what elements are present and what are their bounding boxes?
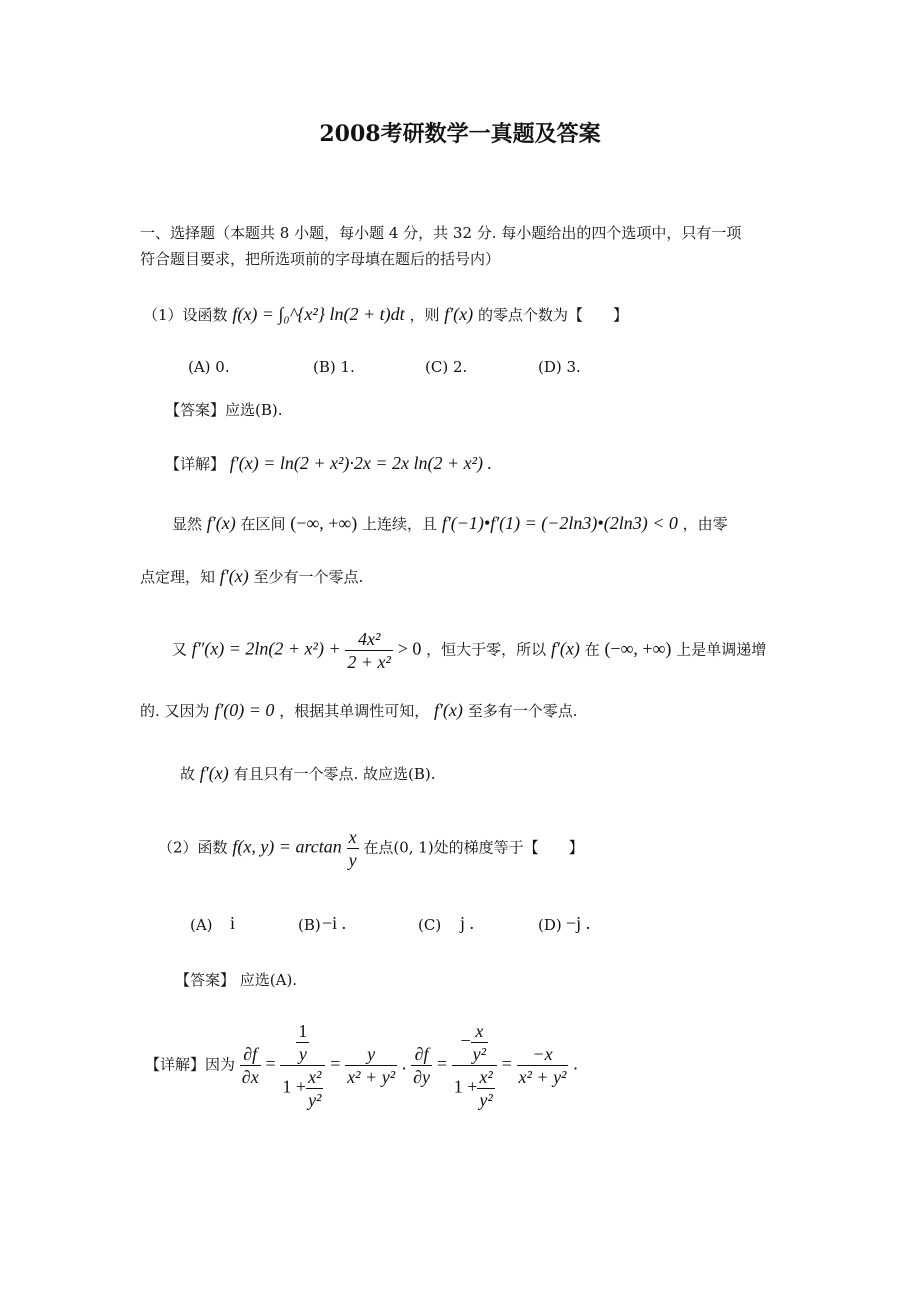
text: 在区间 [240, 515, 286, 533]
partial-x [240, 1043, 261, 1088]
page-title: 2008考研数学一真题及答案 [319, 121, 601, 147]
equals: = [501, 1053, 512, 1074]
formula: f″(x) = 2ln(2 + x²) + [191, 638, 341, 659]
q2-option-c-label: (C) [418, 916, 442, 934]
result-1 [345, 1043, 397, 1088]
q1-paragraph-2 [140, 566, 363, 587]
section-intro-line1: 一、选择题（本题共 8 小题，每小题 4 分，共 32 分. 每小题给出的四个选项中，只有一项 [140, 224, 742, 242]
numerator: x² [308, 1067, 322, 1087]
q2-option-a-label: (A) [190, 916, 213, 934]
q1-paragraph-3 [172, 628, 766, 673]
q1-paragraph-5 [180, 763, 436, 784]
text: 点定理，知 [140, 568, 216, 586]
equals: = [330, 1053, 341, 1074]
text: 在 [584, 640, 600, 659]
partial-y [411, 1043, 432, 1088]
numerator: 1 [298, 1021, 308, 1041]
denominator: x² + y² [518, 1067, 567, 1087]
q1-paragraph-4 [140, 700, 577, 721]
denominator: y [298, 1044, 307, 1064]
q1-detail [165, 453, 492, 474]
formula: f′(x) [206, 513, 236, 533]
q1-suffix: 的零点个数为【 】 [477, 306, 628, 324]
q1-formula2: f′(x) [444, 304, 474, 324]
denominator: y² [472, 1044, 487, 1064]
q2-answer: 【答案】 应选(A). [175, 971, 298, 989]
q2-formula: f(x, y) = arctan [232, 836, 342, 857]
period: . [573, 1053, 578, 1074]
q1-option-c: (C) 2. [425, 358, 468, 376]
numerator: ∂f [411, 1043, 432, 1066]
equals: = [436, 1053, 447, 1074]
q1-option-d: (D) 3. [538, 358, 581, 376]
fraction [345, 628, 393, 673]
text: 显然 [172, 515, 203, 533]
q1-detail-label: 【详解】 [165, 455, 226, 473]
q2-option-b-label: (B) [298, 916, 321, 934]
complex-fraction-1 [280, 1020, 325, 1111]
denominator: y² [308, 1090, 322, 1110]
numerator: ∂f [240, 1043, 261, 1066]
q2-detail [145, 1020, 578, 1111]
q1-answer: 【答案】应选(B). [165, 401, 283, 419]
denominator: x² + y² [347, 1067, 396, 1087]
text: 的. 又因为 [140, 702, 210, 720]
one-plus: 1 + [453, 1076, 478, 1097]
formula: f′(0) = 0 [214, 700, 275, 720]
formula: (−∞, +∞) [290, 513, 358, 533]
denominator: 2 + x² [347, 652, 391, 672]
denominator: ∂x [241, 1067, 259, 1087]
q2-option-c-value: j . [460, 913, 475, 933]
q1-prefix: （1）设函数 [143, 306, 228, 324]
text: 上连续，且 [362, 515, 438, 533]
text: 故 [180, 765, 196, 783]
formula: > 0 [397, 638, 422, 659]
denominator: y² [479, 1090, 493, 1110]
text: 又 [172, 640, 188, 659]
q2-option-a-value: i [230, 913, 236, 933]
text: 至多有一个零点. [467, 702, 578, 720]
q2-detail-label: 【详解】因为 [145, 1055, 236, 1074]
q2-prefix: （2）函数 [158, 838, 228, 857]
text: ，由零 [682, 515, 728, 533]
one-plus: 1 + [282, 1076, 307, 1097]
q2-option-b-value: −i . [322, 913, 347, 933]
numerator: y [345, 1043, 397, 1066]
formula: f′(−1)•f′(1) = (−2ln3)•(2ln3) < 0 [441, 513, 678, 533]
text: ，根据其单调性可知， [279, 702, 430, 720]
result-2 [517, 1043, 569, 1088]
minus: − [460, 1030, 471, 1051]
text: 上是单调递增 [676, 640, 767, 659]
complex-fraction-2 [452, 1020, 497, 1111]
formula: f′(x) [199, 763, 229, 783]
denominator: ∂y [413, 1067, 431, 1087]
period: . [401, 1053, 407, 1074]
formula: f′(x) [219, 566, 249, 586]
q1-option-a: (A) 0. [188, 358, 230, 376]
numerator: −x [517, 1043, 569, 1066]
text: 有且只有一个零点. 故应选(B). [233, 765, 436, 783]
denominator: y [348, 850, 357, 870]
q2-suffix: 在点(0, 1)处的梯度等于【 】 [363, 838, 584, 857]
formula: (−∞, +∞) [604, 638, 672, 659]
question-1 [143, 304, 628, 325]
q1-paragraph-1 [172, 513, 728, 534]
text: 至少有一个零点. [253, 568, 364, 586]
numerator: 4x² [345, 628, 393, 651]
numerator: x [348, 827, 357, 847]
fraction [347, 826, 359, 871]
equals: = [265, 1053, 276, 1074]
q2-option-d-label: (D) [538, 916, 562, 934]
q2-option-d-value: −j . [566, 913, 591, 933]
section-intro-line2: 符合题目要求，把所选项前的字母填在题后的括号内） [140, 250, 501, 268]
q1-mid: ，则 [409, 306, 440, 324]
text: ，恒大于零，所以 [426, 640, 547, 659]
numerator: x [471, 1020, 488, 1043]
question-2 [158, 826, 584, 871]
q1-formula: f(x) = ∫₀^{x²} ln(2 + t)dt [232, 304, 405, 324]
formula: f′(x) [433, 700, 463, 720]
q1-option-b: (B) 1. [313, 358, 355, 376]
formula: f′(x) [550, 638, 580, 659]
q1-detail-formula: f′(x) = ln(2 + x²)·2x = 2x ln(2 + x²) . [229, 453, 493, 473]
numerator: x² [479, 1067, 493, 1087]
